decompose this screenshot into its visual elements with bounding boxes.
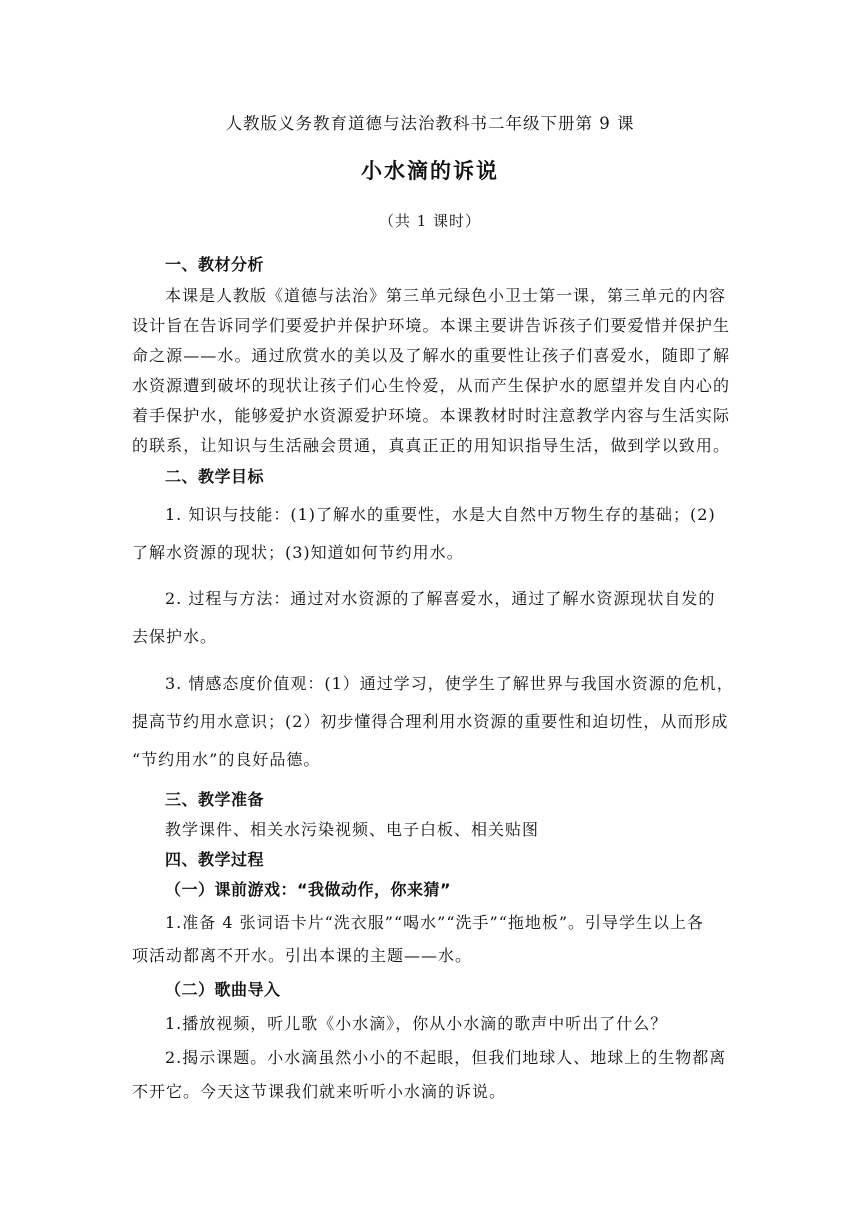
paragraph-line: 项活动都离不开水。引出本课的主题——水。 [132,946,473,965]
class-hours: （共 1 课时） [378,212,482,230]
paragraph-line: 教学课件、相关水污染视频、电子白板、相关贴图 [165,820,540,839]
paragraph-line: 设计旨在告诉同学们要爱护并保护环境。本课主要讲告诉孩子们要爱惜并保护生 [132,316,730,335]
page-title: 小水滴的诉说 [361,158,499,183]
paragraph-line: 去保护水。 [132,627,218,646]
course-line: 人教版义务教育道德与法治教科书二年级下册第 9 课 [225,114,635,133]
paragraph-line: 2.揭示课题。小水滴虽然小小的不起眼，但我们地球人、地球上的生物都离 [165,1048,727,1067]
subsection-heading-pre-class-game: （一）课前游戏：“我做动作，你来猜” [165,880,452,899]
section-heading-preparation: 三、教学准备 [165,790,265,809]
paragraph-line: 提高节约用水意识；(2）初步懂得合理利用水资源的重要性和迫切性，从而形成 [132,712,729,731]
subsection-heading-song-intro: （二）歌曲导入 [165,980,281,999]
section-heading-material-analysis: 一、教材分析 [165,255,265,274]
section-heading-teaching-goals: 二、教学目标 [165,467,265,486]
paragraph-line: 2. 过程与方法：通过对水资源的了解喜爱水，通过了解水资源现状自发的 [165,589,716,608]
paragraph-line: 不开它。今天这节课我们就来听听小水滴的诉说。 [132,1082,507,1101]
paragraph-line: 了解水资源的现状；(3)知道如何节约用水。 [132,543,464,562]
paragraph-line: 1.播放视频，听儿歌《小水滴》，你从小水滴的歌声中听出了什么？ [165,1014,668,1033]
paragraph-line: 的联系，让知识与生活融会贯通，真真正正的用知识指导生活，做到学以致用。 [132,436,730,455]
paragraph-line: 1.准备 4 张词语卡片“洗衣服”“喝水”“洗手”“拖地板”。引导学生以上各 [165,913,705,932]
paragraph-line: “节约用水”的良好品德。 [132,750,321,769]
paragraph-line: 水资源遭到破坏的现状让孩子们心生怜爱，从而产生保护水的愿望并发自内心的 [132,376,730,395]
paragraph-line: 本课是人教版《道德与法治》第三单元绿色小卫士第一课，第三单元的内容 [165,286,727,305]
paragraph-line: 1. 知识与技能：(1)了解水的重要性，水是大自然中万物生存的基础；(2) [165,505,716,524]
section-heading-teaching-process: 四、教学过程 [165,850,265,869]
paragraph-line: 着手保护水，能够爱护水资源爱护环境。本课教材时时注意教学内容与生活实际 [132,406,730,425]
paragraph-line: 命之源——水。通过欣赏水的美以及了解水的重要性让孩子们喜爱水，随即了解 [132,346,730,365]
paragraph-line: 3. 情感态度价值观：(1）通过学习，使学生了解世界与我国水资源的危机， [165,674,734,693]
